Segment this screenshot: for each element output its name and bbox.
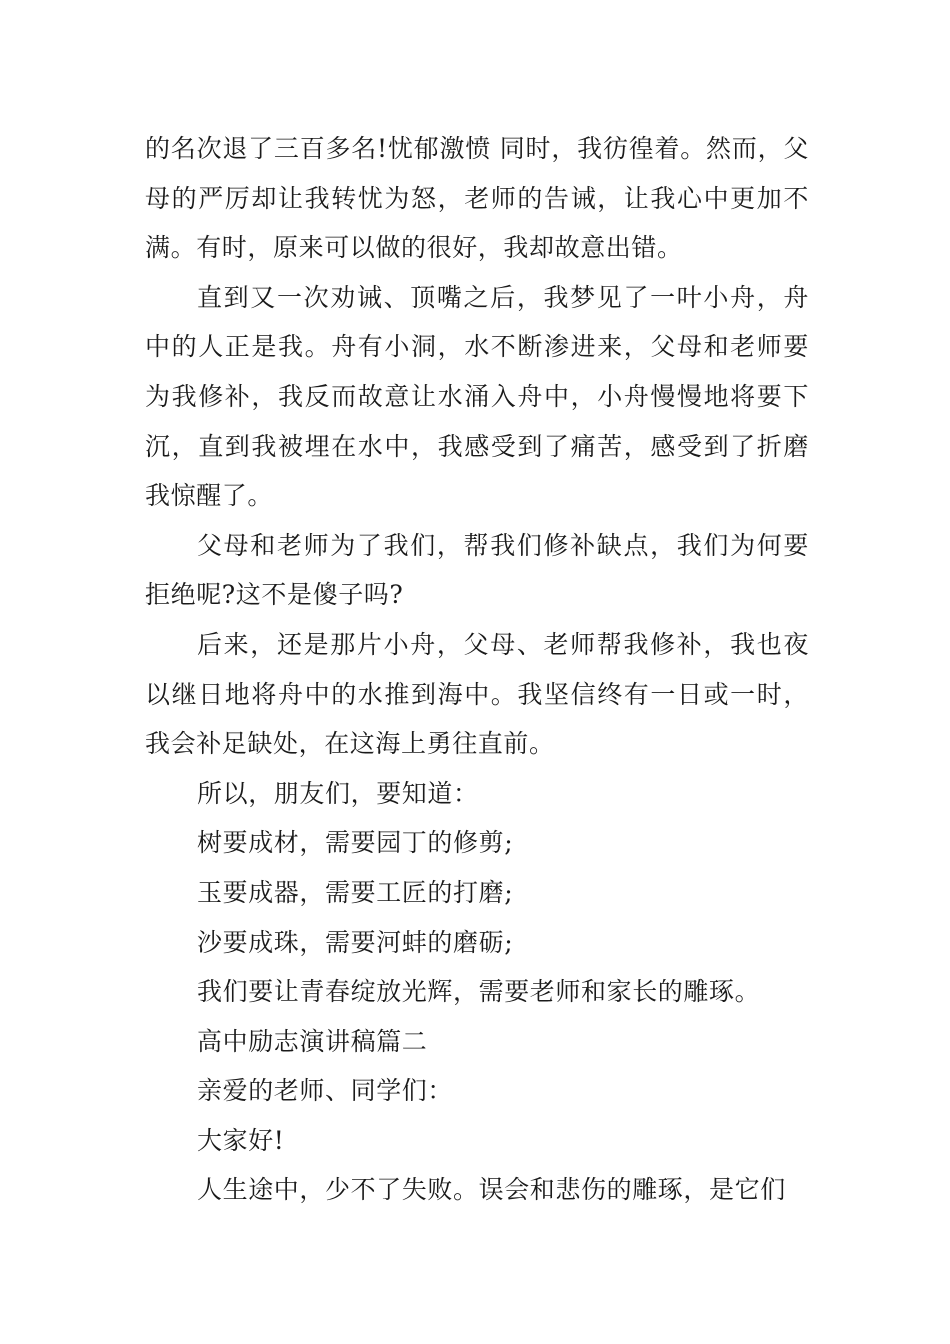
paragraph-3: 父母和老师为了我们，帮我们修补缺点，我们为何要拒绝呢?这不是傻子吗? [145, 530, 809, 610]
document-body [145, 124, 809, 1215]
greeting: 大家好! [197, 1125, 285, 1155]
paragraph-7: 玉要成器，需要工匠的打磨; [197, 877, 514, 907]
paragraph-8: 沙要成珠，需要河蚌的磨砺; [197, 927, 514, 957]
paragraph-5: 所以，朋友们，要知道： [197, 778, 479, 808]
paragraph-1: 的名次退了三百多名!忧郁激愤 同时，我彷徨着。然而，父母的严厉却让我转忧为怒，老师的告诫，让我心中更加不满。有时，原来可以做的很好，我却故意出错。 [145, 134, 809, 263]
paragraph-6: 树要成材，需要园丁的修剪; [197, 828, 514, 858]
paragraph-9: 我们要让青春绽放光辉，需要老师和家长的雕琢。 [197, 977, 761, 1007]
paragraph-4: 后来，还是那片小舟，父母、老师帮我修补，我也夜以继日地将舟中的水推到海中。我坚信终有一日或一时，我会补足缺处，在这海上勇往直前。 [145, 629, 809, 759]
paragraph-2: 直到又一次劝诫、顶嘴之后，我梦见了一叶小舟，舟中的人正是我。舟有小洞，水不断渗进来，父母和老师要为我修补，我反而故意让水涌入舟中，小舟慢慢地将要下沉，直到我被埋在水中，我感受到了痛苦，感受到了折磨我惊醒了。 [145, 282, 809, 511]
paragraph-13: 人生途中，少不了失败。误会和悲伤的雕琢，是它们 [197, 1175, 786, 1205]
section-heading: 高中励志演讲稿篇二 [197, 1026, 428, 1056]
salutation: 亲爱的老师、同学们： [197, 1076, 454, 1106]
